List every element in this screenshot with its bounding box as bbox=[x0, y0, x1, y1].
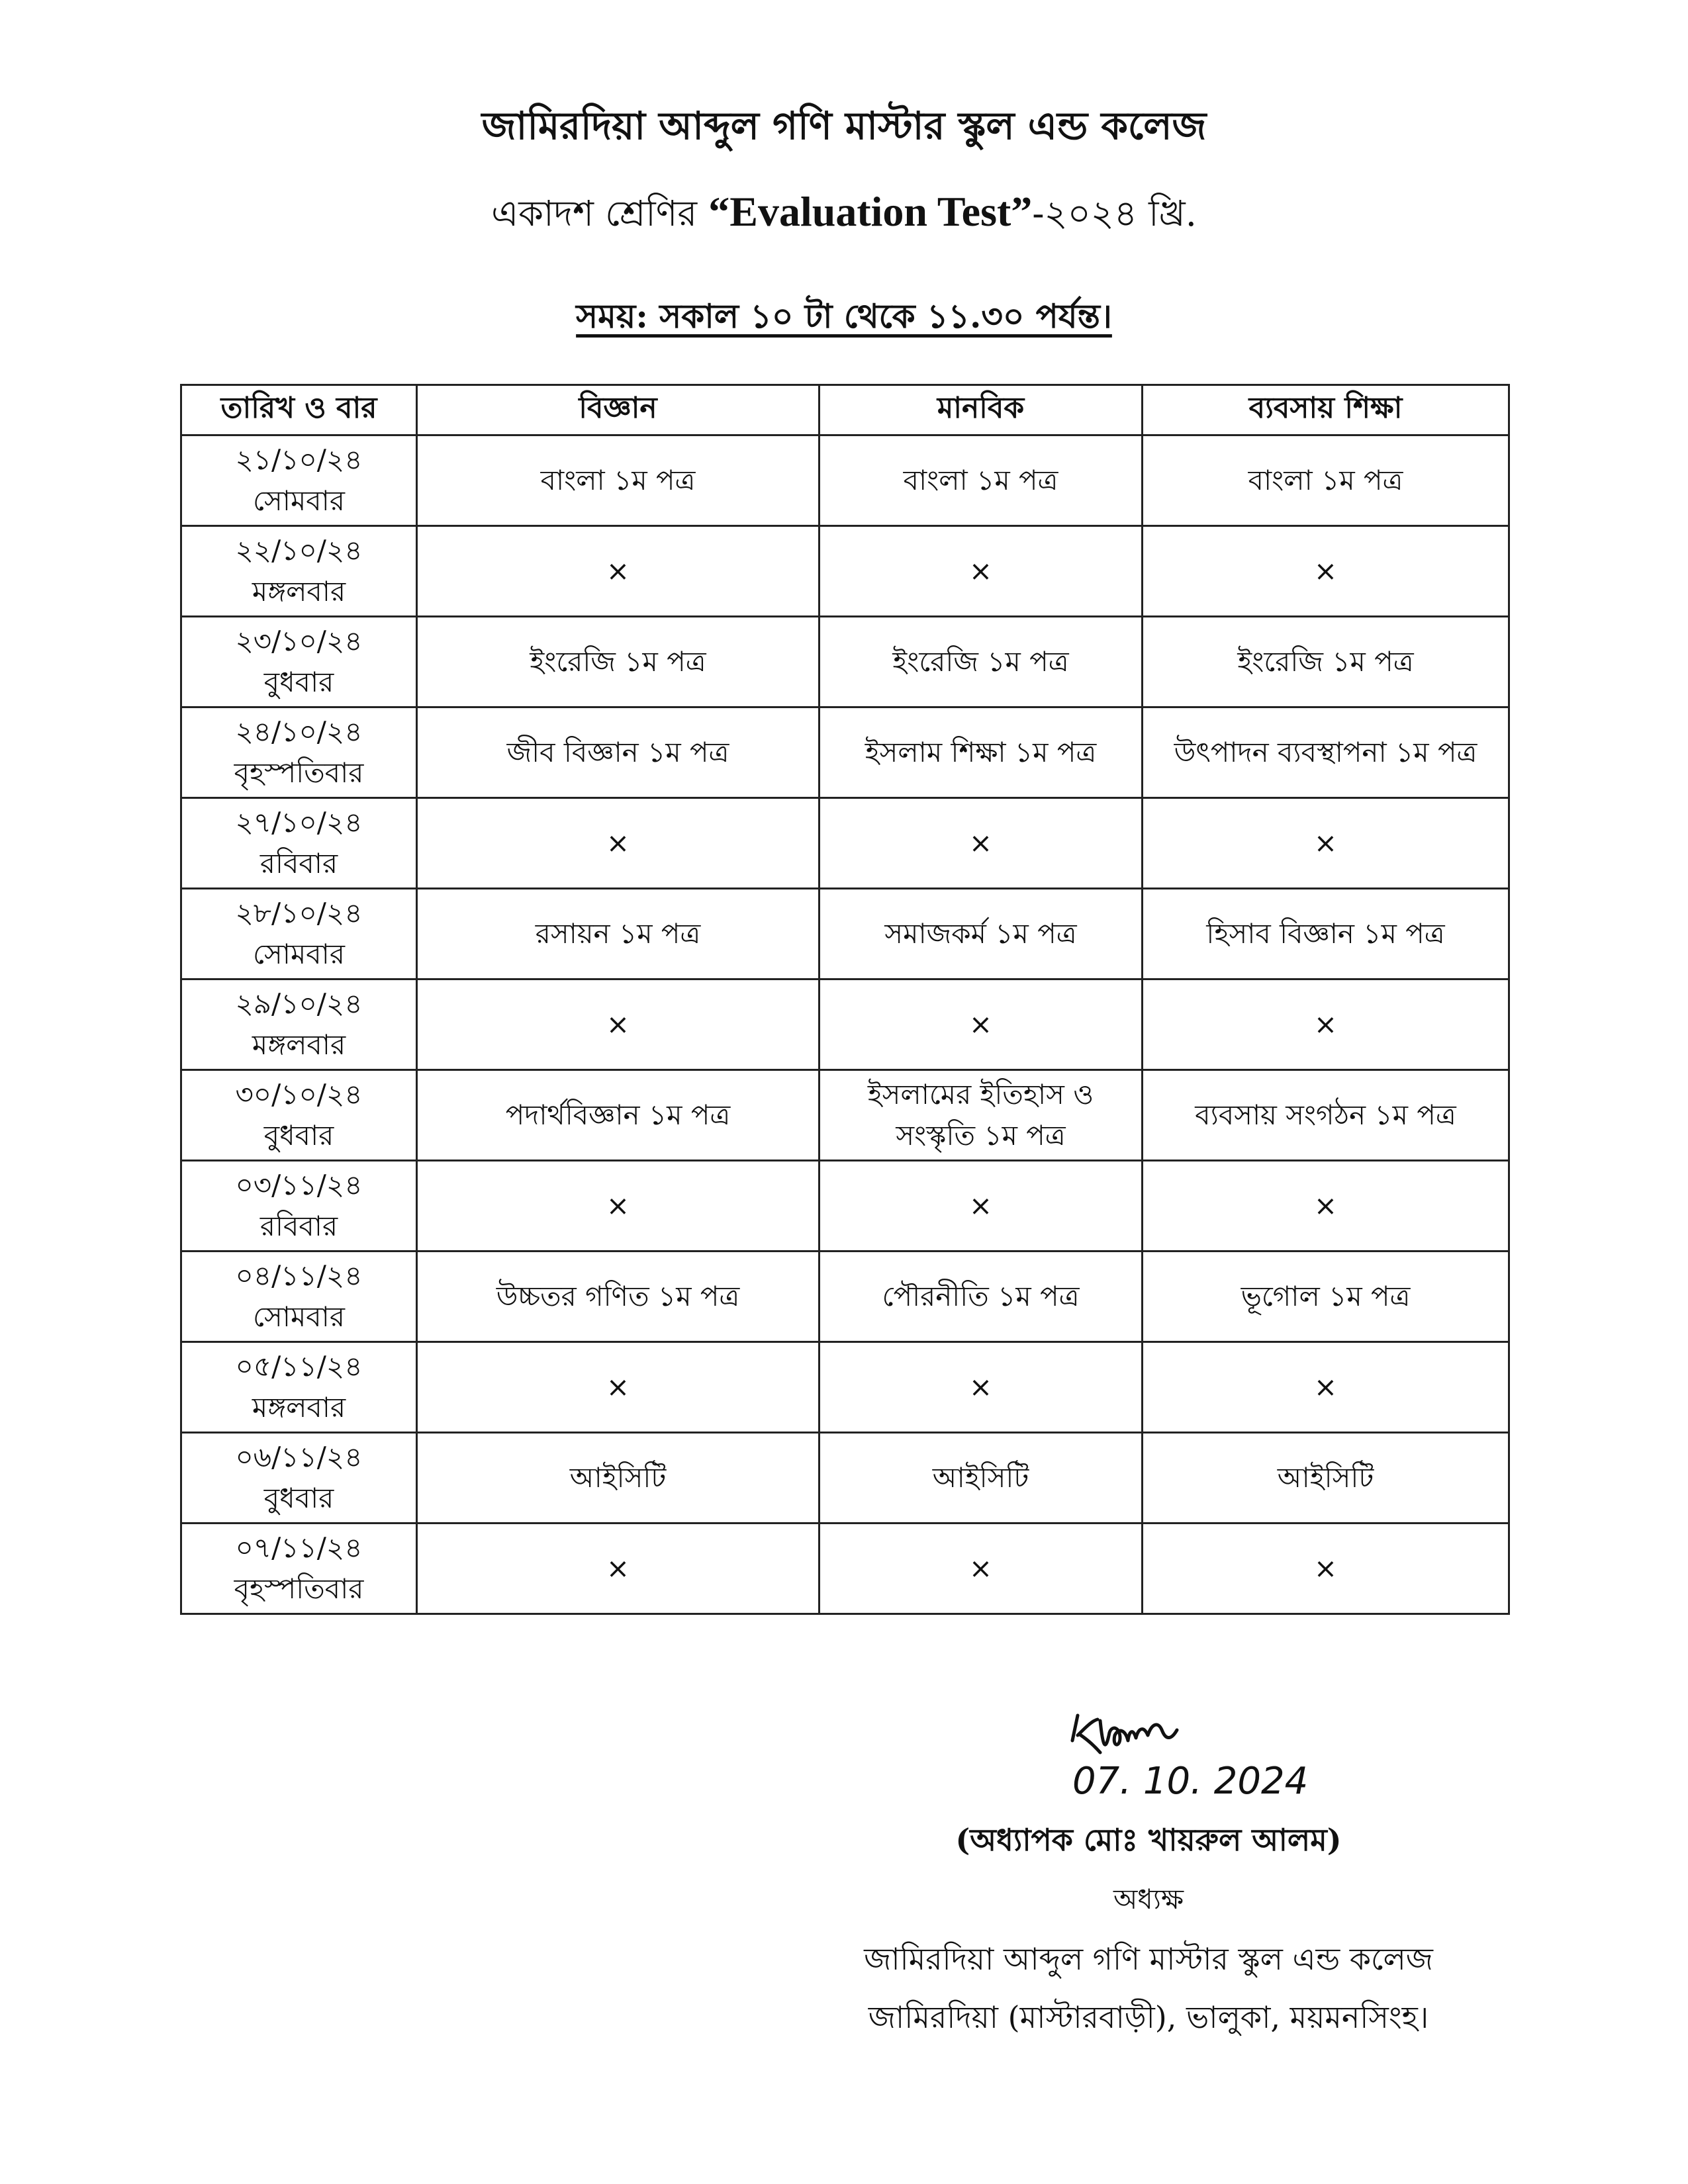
subtitle-class: একাদশ শ্রেণির bbox=[491, 193, 698, 234]
humanities-no-exam-mark: × bbox=[820, 1161, 1143, 1251]
science-subject-cell: পদার্থবিজ্ঞান ১ম পত্র bbox=[417, 1070, 820, 1161]
humanities-subject-cell: ইংরেজি ১ম পত্র bbox=[820, 617, 1143, 707]
table-row bbox=[181, 979, 1509, 1070]
date-day-cell bbox=[181, 979, 417, 1070]
table-row bbox=[181, 526, 1509, 617]
business-subject-cell: বাংলা ১ম পত্র bbox=[1143, 435, 1509, 526]
science-subject-cell: রসায়ন ১ম পত্র bbox=[417, 889, 820, 979]
humanities-subject-cell: সমাজকর্ম ১ম পত্র bbox=[820, 889, 1143, 979]
business-no-exam-mark: × bbox=[1143, 1524, 1509, 1614]
footer-institution: জামিরদিয়া আব্দুল গণি মাস্টার স্কুল এন্ড কলেজ bbox=[864, 1941, 1433, 1977]
exam-weekday: বুধবার bbox=[263, 666, 334, 698]
exam-weekday: মঙ্গলবার bbox=[252, 1028, 346, 1061]
humanities-no-exam-mark: × bbox=[820, 1524, 1143, 1614]
science-subject-cell: জীব বিজ্ঞান ১ম পত্র bbox=[417, 707, 820, 798]
table-row bbox=[181, 1524, 1509, 1614]
table-row bbox=[181, 1070, 1509, 1161]
exam-date: ০৫/১১/২৪ bbox=[235, 1350, 363, 1383]
subtitle-exam-name: “Evaluation Test” bbox=[708, 188, 1033, 235]
business-no-exam-mark: × bbox=[1143, 798, 1509, 889]
business-no-exam-mark: × bbox=[1143, 526, 1509, 617]
date-day-cell bbox=[181, 1070, 417, 1161]
table-row bbox=[181, 1342, 1509, 1433]
header-humanities: মানবিক bbox=[820, 385, 1143, 435]
exam-weekday: রবিবার bbox=[259, 847, 338, 880]
signature-stroke bbox=[1072, 1715, 1177, 1752]
exam-date: ০৭/১১/২৪ bbox=[235, 1531, 363, 1564]
business-subject-cell: ইংরেজি ১ম পত্র bbox=[1143, 617, 1509, 707]
business-subject-cell: উৎপাদন ব্যবস্থাপনা ১ম পত্র bbox=[1143, 707, 1509, 798]
exam-weekday: বৃহস্পতিবার bbox=[234, 756, 364, 789]
science-no-exam-mark: × bbox=[417, 1524, 820, 1614]
exam-date: ২৮/১০/২৪ bbox=[235, 897, 363, 929]
humanities-no-exam-mark: × bbox=[820, 526, 1143, 617]
header-science: বিজ্ঞান bbox=[417, 385, 820, 435]
date-day-cell bbox=[181, 1433, 417, 1524]
exam-date: ২২/১০/২৪ bbox=[235, 534, 363, 567]
science-no-exam-mark: × bbox=[417, 979, 820, 1070]
table-row bbox=[181, 1251, 1509, 1342]
business-no-exam-mark: × bbox=[1143, 1161, 1509, 1251]
signature-date: 07. 10. 2024 bbox=[1072, 1760, 1309, 1803]
humanities-subject-cell: বাংলা ১ম পত্র bbox=[820, 435, 1143, 526]
exam-date: ০৩/১১/২৪ bbox=[235, 1169, 363, 1201]
exam-date: ০৪/১১/২৪ bbox=[235, 1259, 363, 1292]
date-day-cell bbox=[181, 798, 417, 889]
footer-address: জামিরদিয়া (মাস্টারবাড়ী), ভালুকা, ময়মনসিংহ। bbox=[868, 1999, 1429, 2035]
humanities-no-exam-mark: × bbox=[820, 798, 1143, 889]
humanities-subject-cell: পৌরনীতি ১ম পত্র bbox=[820, 1251, 1143, 1342]
date-day-cell bbox=[181, 1251, 417, 1342]
business-subject-cell: হিসাব বিজ্ঞান ১ম পত্র bbox=[1143, 889, 1509, 979]
principal-name: (অধ্যাপক মোঃ খায়রুল আলম) bbox=[955, 1822, 1342, 1858]
exam-date: ০৬/১১/২৪ bbox=[235, 1441, 363, 1473]
exam-weekday: সোমবার bbox=[253, 1300, 345, 1333]
exam-weekday: মঙ্গলবার bbox=[252, 1391, 346, 1424]
humanities-no-exam-mark: × bbox=[820, 979, 1143, 1070]
exam-date: ২৪/১০/২৪ bbox=[235, 715, 363, 748]
humanities-no-exam-mark: × bbox=[820, 1342, 1143, 1433]
table-row bbox=[181, 889, 1509, 979]
exam-date: ৩০/১০/২৪ bbox=[235, 1078, 363, 1111]
exam-timing bbox=[0, 291, 1688, 341]
exam-date: ২১/১০/২৪ bbox=[235, 443, 363, 476]
exam-timing-text: সময়: সকাল ১০ টা থেকে ১১.৩০ পর্যন্ত। bbox=[576, 296, 1112, 336]
date-day-cell bbox=[181, 1342, 417, 1433]
exam-weekday: রবিবার bbox=[259, 1210, 338, 1242]
humanities-subject-cell: আইসিটি bbox=[820, 1433, 1143, 1524]
exam-date: ২৯/১০/২৪ bbox=[235, 987, 363, 1020]
table-body bbox=[181, 435, 1509, 1614]
science-no-exam-mark: × bbox=[417, 1342, 820, 1433]
science-no-exam-mark: × bbox=[417, 526, 820, 617]
exam-weekday: বুধবার bbox=[263, 1119, 334, 1152]
exam-weekday: বুধবার bbox=[263, 1482, 334, 1514]
science-subject-cell: ইংরেজি ১ম পত্র bbox=[417, 617, 820, 707]
header-date-day: তারিখ ও বার bbox=[181, 385, 417, 435]
exam-weekday: বৃহস্পতিবার bbox=[234, 1572, 364, 1605]
exam-date: ২৭/১০/২৪ bbox=[235, 806, 363, 839]
business-no-exam-mark: × bbox=[1143, 979, 1509, 1070]
subtitle-year: -২০২৪ খ্রি. bbox=[1032, 193, 1197, 234]
exam-weekday: সোমবার bbox=[253, 938, 345, 970]
business-subject-cell: ভূগোল ১ম পত্র bbox=[1143, 1251, 1509, 1342]
date-day-cell bbox=[181, 889, 417, 979]
business-no-exam-mark: × bbox=[1143, 1342, 1509, 1433]
humanities-subject-cell: ইসলাম শিক্ষা ১ম পত্র bbox=[820, 707, 1143, 798]
exam-date: ২৩/১০/২৪ bbox=[235, 625, 363, 657]
date-day-cell bbox=[181, 526, 417, 617]
business-subject-cell: আইসিটি bbox=[1143, 1433, 1509, 1524]
principal-designation: অধ্যক্ষ bbox=[1113, 1883, 1184, 1915]
table-row bbox=[181, 1433, 1509, 1524]
exam-schedule-table bbox=[180, 384, 1510, 1615]
exam-weekday: মঙ্গলবার bbox=[252, 575, 346, 608]
signature bbox=[1059, 1701, 1337, 1807]
table-header-row bbox=[181, 385, 1509, 435]
science-no-exam-mark: × bbox=[417, 798, 820, 889]
table-row bbox=[181, 1161, 1509, 1251]
exam-weekday: সোমবার bbox=[253, 484, 345, 517]
humanities-subject-cell: ইসলামের ইতিহাস ও সংস্কৃতি ১ম পত্র bbox=[820, 1070, 1143, 1161]
business-subject-cell: ব্যবসায় সংগঠন ১ম পত্র bbox=[1143, 1070, 1509, 1161]
table-row bbox=[181, 435, 1509, 526]
date-day-cell bbox=[181, 1524, 417, 1614]
date-day-cell bbox=[181, 435, 417, 526]
date-day-cell bbox=[181, 707, 417, 798]
institution-title: জামিরদিয়া আব্দুল গণি মাস্টার স্কুল এন্ড কলেজ bbox=[481, 103, 1207, 148]
table-row bbox=[181, 798, 1509, 889]
science-subject-cell: আইসিটি bbox=[417, 1433, 820, 1524]
science-subject-cell: উচ্চতর গণিত ১ম পত্র bbox=[417, 1251, 820, 1342]
header-business: ব্যবসায় শিক্ষা bbox=[1143, 385, 1509, 435]
date-day-cell bbox=[181, 617, 417, 707]
science-subject-cell: বাংলা ১ম পত্র bbox=[417, 435, 820, 526]
date-day-cell bbox=[181, 1161, 417, 1251]
exam-subtitle bbox=[0, 185, 1688, 240]
table-row bbox=[181, 617, 1509, 707]
table-row bbox=[181, 707, 1509, 798]
science-no-exam-mark: × bbox=[417, 1161, 820, 1251]
